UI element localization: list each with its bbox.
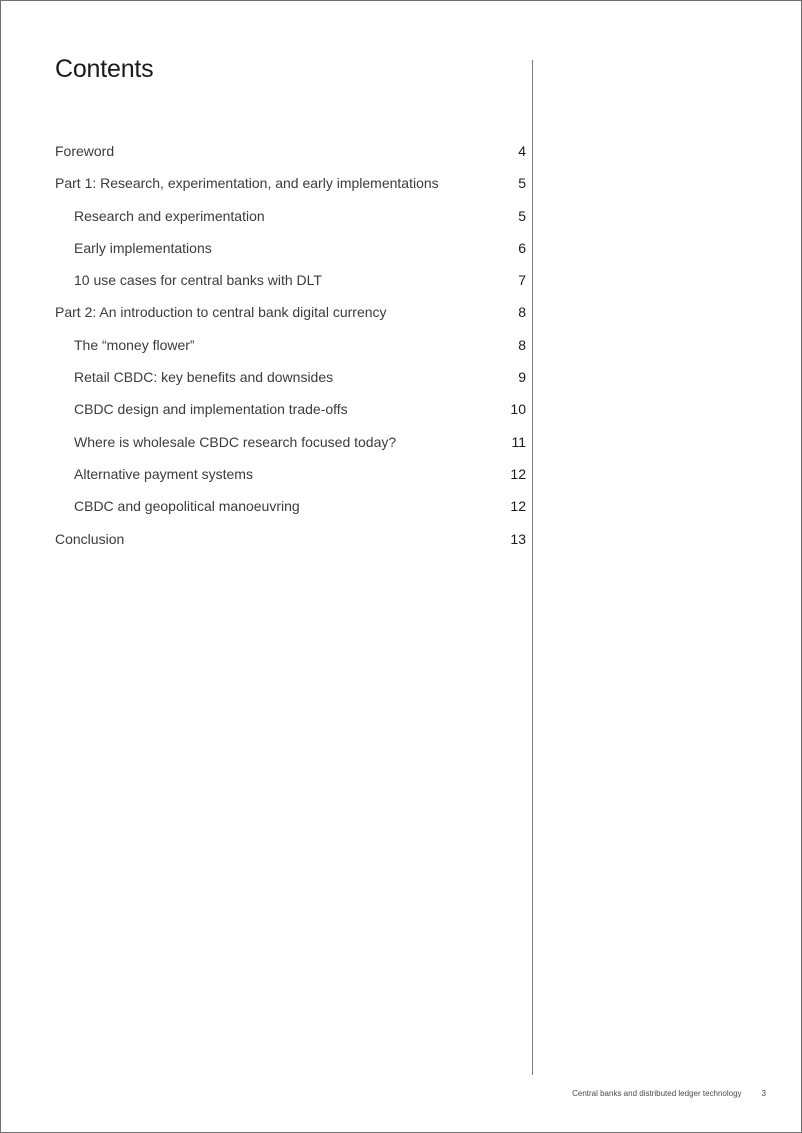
- toc-entry-page: 7: [518, 272, 526, 289]
- footer-publication-title: Central banks and distributed ledger technology: [572, 1089, 742, 1098]
- toc-entry-retail-cbdc[interactable]: [55, 365, 526, 397]
- toc-entry-label: Early implementations: [74, 239, 212, 256]
- toc-entry-label: Conclusion: [55, 530, 125, 547]
- toc-entry-page: 5: [518, 207, 526, 224]
- page-footer: [572, 1089, 766, 1098]
- toc-entry-label: Retail CBDC: key benefits and downsides: [74, 369, 334, 386]
- toc-entry-page: 10: [510, 401, 526, 418]
- toc-entry-label: CBDC and geopolitical manoeuvring: [74, 498, 300, 515]
- toc-entry-part-1[interactable]: [55, 171, 526, 203]
- toc-entry-cbdc-design-trade-offs[interactable]: [55, 397, 526, 429]
- toc-entry-label: Part 2: An introduction to central bank digital currency: [55, 304, 387, 321]
- footer-page-number: 3: [761, 1089, 766, 1098]
- toc-entry-label: 10 use cases for central banks with DLT: [74, 272, 322, 289]
- toc-entry-alternative-payment-systems[interactable]: [55, 462, 526, 494]
- toc-entry-early-implementations[interactable]: [55, 236, 526, 268]
- toc-entry-cbdc-geopolitical[interactable]: [55, 494, 526, 526]
- toc-entry-money-flower[interactable]: [55, 333, 526, 365]
- table-of-contents: [55, 139, 526, 559]
- toc-entry-label: The “money flower”: [74, 336, 195, 353]
- toc-entry-label: Part 1: Research, experimentation, and early implementations: [55, 175, 439, 192]
- page-title: Contents: [55, 55, 154, 83]
- toc-entry-research-and-experimentation[interactable]: [55, 204, 526, 236]
- toc-entry-10-use-cases[interactable]: [55, 268, 526, 300]
- toc-entry-page: 5: [518, 175, 526, 192]
- toc-entry-foreword[interactable]: [55, 139, 526, 171]
- toc-entry-label: Where is wholesale CBDC research focused today?: [74, 433, 397, 450]
- toc-entry-page: 6: [518, 239, 526, 256]
- toc-entry-wholesale-cbdc-research[interactable]: [55, 430, 526, 462]
- column-divider: [532, 60, 533, 1075]
- toc-entry-label: Foreword: [55, 143, 115, 159]
- toc-entry-label: CBDC design and implementation trade-offs: [74, 401, 348, 418]
- toc-entry-page: 12: [510, 465, 526, 482]
- toc-entry-page: 8: [518, 336, 526, 353]
- toc-entry-page: 9: [518, 369, 526, 386]
- toc-entry-conclusion[interactable]: [55, 527, 526, 559]
- toc-entry-page: 13: [510, 530, 526, 547]
- toc-entry-page: 8: [518, 304, 526, 321]
- toc-entry-part-2[interactable]: [55, 300, 526, 332]
- toc-entry-page: 12: [510, 498, 526, 515]
- toc-entry-label: Research and experimentation: [74, 207, 265, 224]
- toc-entry-page: 4: [518, 143, 526, 159]
- toc-entry-label: Alternative payment systems: [74, 465, 253, 482]
- toc-entry-page: 11: [511, 433, 526, 450]
